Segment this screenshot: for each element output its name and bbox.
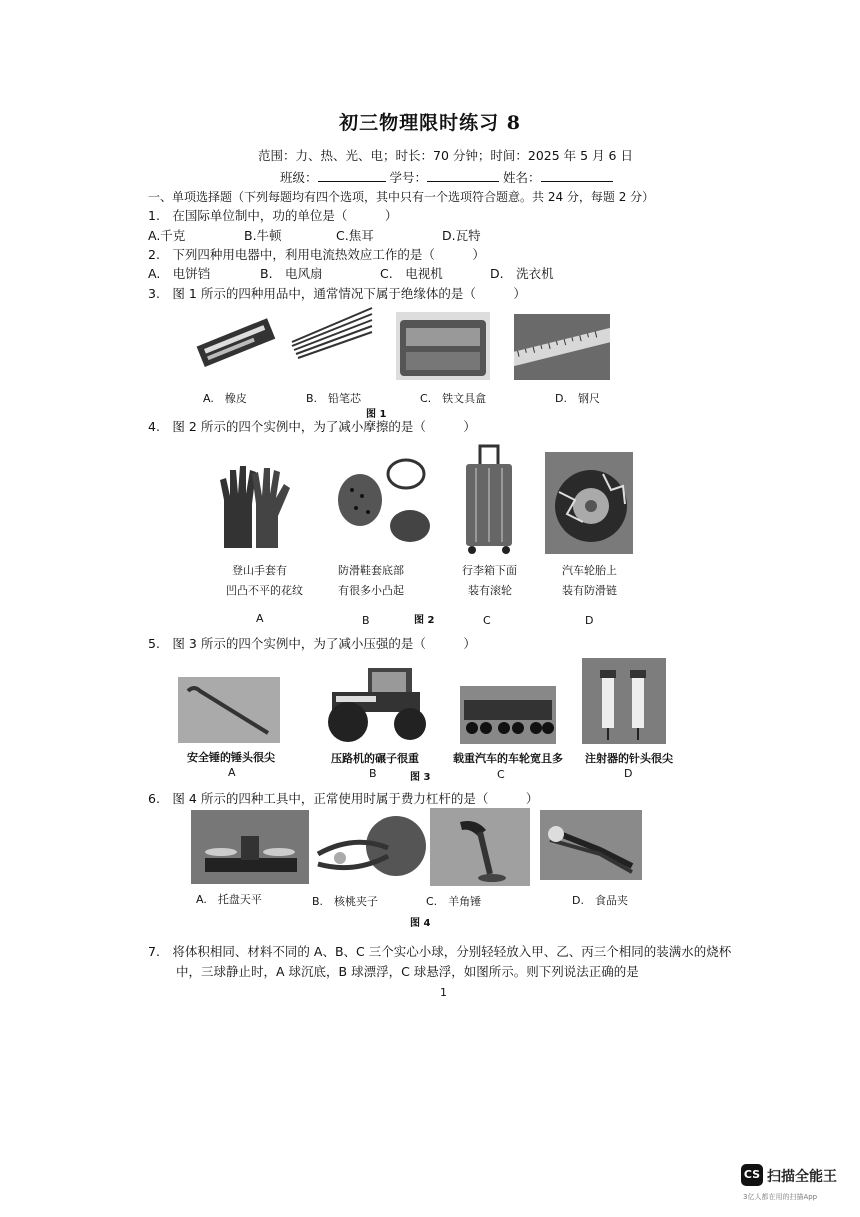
q4-label-b: B [362,614,370,627]
claw-hammer-image [430,808,530,886]
page-number: 1 [440,986,447,999]
q4-label-a: A [256,612,264,625]
q1-option-b: B.牛顿 [244,228,282,243]
q4-b-caption-2: 有很多小凸起 [338,584,404,597]
q7-stem-line1: 7. 将体积相同、材料不同的 A、B、C 三个实心小球，分别轻轻放入甲、乙、丙三个相同的装满水的烧杯 [148,944,732,959]
q2-option-b: B. 电风扇 [260,266,323,281]
figure2-label: 图 2 [414,615,435,626]
q3-option-d: D. 钢尺 [555,392,600,405]
scope-line: 范围：力、热、光、电；时长：70 分钟；时间：2025 年 5 月 6 日 [258,148,633,163]
id-blank [427,169,499,182]
q6-option-d: D. 食品夹 [572,894,628,907]
q1-option-a: A.千克 [148,228,186,243]
q6-option-c: C. 羊角锤 [426,895,482,908]
q3-stem: 3. 图 1 所示的四种用品中，通常情况下属于绝缘体的是（ ） [148,286,526,301]
iron-pencil-box-image [396,312,490,380]
q5-option-c: 载重汽车的车轮宽且多 [453,752,563,765]
pencil-lead-image [288,306,374,362]
q5-stem: 5. 图 3 所示的四个实例中，为了减小压强的是（ ） [148,636,476,651]
q4-c-caption-2: 装有滚轮 [468,584,512,597]
q4-label-d: D [585,614,594,627]
page-title: 初三物理限时练习 8 [339,112,521,134]
tire-chain-image [545,452,633,554]
q4-d-caption-1: 汽车轮胎上 [562,564,617,577]
figure4-label: 图 4 [410,918,431,929]
q5-label-b: B [369,767,377,780]
q2-option-d: D. 洗衣机 [490,266,554,281]
q5-option-d: 注射器的针头很尖 [585,752,673,765]
eraser-image [190,308,280,378]
q4-label-c: C [483,614,491,627]
q3-option-c: C. 铁文具盒 [420,392,487,405]
figure3-label: 图 3 [410,772,431,783]
class-label: 班级： [280,170,318,185]
q5-label-a: A [228,766,236,779]
suitcase-image [462,444,516,556]
q7-stem-line2: 中，三球静止时，A 球沉底，B 球漂浮，C 球悬浮，如图所示。则下列说法正确的是 [176,964,639,979]
q6-option-a: A. 托盘天平 [196,893,262,906]
q4-c-caption-1: 行李箱下面 [462,564,517,577]
q5-option-b: 压路机的碾子很重 [331,752,419,765]
steel-ruler-image [514,314,610,380]
scanner-tagline: 3亿人都在用的扫描App [743,1193,818,1201]
gloves-image [214,460,294,552]
scanner-logo-icon: CS [741,1164,763,1186]
q1-stem: 1. 在国际单位制中，功的单位是（ ） [148,208,398,223]
heavy-truck-image [460,686,556,744]
q4-d-caption-2: 装有防滑链 [562,584,617,597]
q2-option-c: C. 电视机 [380,266,443,281]
id-label: 学号： [389,170,428,185]
q2-stem: 2. 下列四种用电器中，利用电流热效应工作的是（ ） [148,247,485,262]
student-info-line [280,168,613,186]
safety-hammer-image [178,677,280,743]
q4-b-caption-1: 防滑鞋套底部 [338,564,404,577]
q4-stem: 4. 图 2 所示的四个实例中，为了减小摩擦的是（ ） [148,419,476,434]
syringe-image [582,658,666,744]
q3-option-b: B. 铅笔芯 [306,392,362,405]
q2-option-a: A. 电饼铛 [148,266,211,281]
q1-option-c: C.焦耳 [336,228,374,243]
q4-a-caption-2: 凹凸不平的花纹 [226,584,303,597]
name-label: 姓名： [503,170,541,185]
scanner-app-name: 扫描全能王 [767,1169,837,1185]
q5-label-c: C [497,768,505,781]
figure1-label: 图 1 [366,409,387,420]
q5-option-a: 安全锤的锤头很尖 [187,751,275,764]
q1-option-d: D.瓦特 [442,228,481,243]
q6-option-b: B. 核桃夹子 [312,895,379,908]
anti-slip-shoe-cover-image [330,450,434,548]
section1-heading: 一、单项选择题（下列每题均有四个选项，其中只有一个选项符合题意。共 24 分，每题 2 分） [148,190,655,204]
food-tongs-image [540,810,642,880]
q5-label-d: D [624,767,633,780]
nutcracker-image [314,808,432,886]
class-blank [318,169,386,182]
name-blank [541,169,613,182]
q6-stem: 6. 图 4 所示的四种工具中，正常使用时属于费力杠杆的是（ ） [148,791,539,806]
balance-scale-image [191,810,309,884]
q3-option-a: A. 橡皮 [203,392,247,405]
q4-a-caption-1: 登山手套有 [232,564,287,577]
road-roller-image [312,662,438,744]
